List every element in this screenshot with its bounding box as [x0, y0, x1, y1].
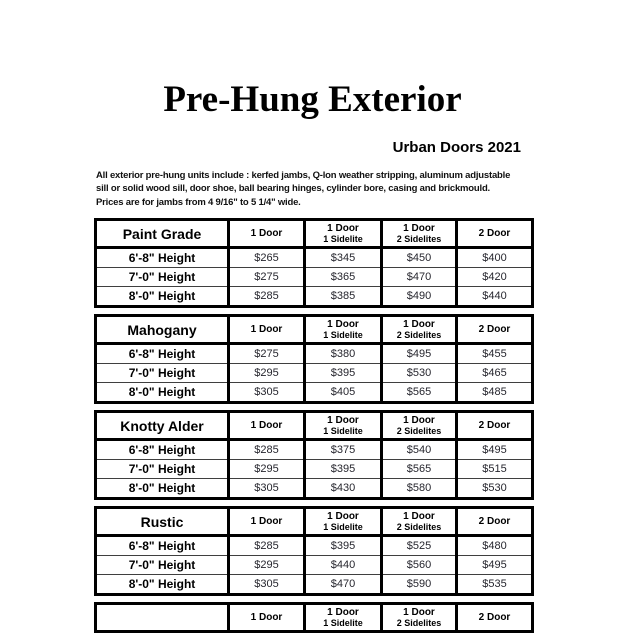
column-header-line2: 2 Sidelites [396, 426, 442, 436]
price-cell: $490 [382, 287, 457, 307]
height-label: 8'-0" Height [96, 383, 229, 403]
price-cell: $275 [229, 344, 305, 364]
column-header-line1: 2 Door [478, 612, 511, 623]
price-cell: $420 [457, 268, 533, 287]
price-cell: $395 [305, 536, 382, 556]
column-header [229, 508, 305, 536]
price-cell: $440 [305, 556, 382, 575]
table-row [96, 364, 533, 383]
column-header-line1: 2 Door [478, 516, 511, 527]
height-label: 6'-8" Height [96, 536, 229, 556]
column-header-line2: 2 Sidelites [396, 522, 442, 532]
price-cell: $400 [457, 248, 533, 268]
price-cell: $275 [229, 268, 305, 287]
price-cell: $565 [382, 383, 457, 403]
height-label: 8'-0" Height [96, 479, 229, 499]
product-name: Paint Grade [96, 220, 229, 248]
column-header [457, 220, 533, 248]
column-header-line1: 1 Door [250, 612, 283, 623]
height-label: 6'-8" Height [96, 248, 229, 268]
table-row [96, 536, 533, 556]
table-header-row [96, 220, 533, 248]
table-row [96, 575, 533, 595]
column-header-line1: 1 Door [403, 511, 435, 522]
height-label: 6'-8" Height [96, 440, 229, 460]
price-cell: $470 [305, 575, 382, 595]
column-header [229, 412, 305, 440]
column-header [382, 508, 457, 536]
price-cell: $455 [457, 344, 533, 364]
height-label: 7'-0" Height [96, 364, 229, 383]
column-header-line1: 1 Door [403, 223, 435, 234]
price-cell: $430 [305, 479, 382, 499]
column-header [229, 604, 305, 632]
price-table [94, 218, 534, 308]
column-header-line1: 1 Door [250, 324, 283, 335]
column-header-line2: 2 Sidelites [396, 330, 442, 340]
price-cell: $305 [229, 479, 305, 499]
height-label: 7'-0" Height [96, 556, 229, 575]
price-cell: $540 [382, 440, 457, 460]
product-name: Knotty Alder [96, 412, 229, 440]
height-label: 6'-8" Height [96, 344, 229, 364]
table-row [96, 440, 533, 460]
table-header-row [96, 412, 533, 440]
column-header-line1: 2 Door [478, 420, 511, 431]
column-header-line1: 1 Door [403, 415, 435, 426]
price-cell: $480 [457, 536, 533, 556]
column-header-line2: 1 Sidelite [323, 618, 363, 628]
price-cell: $285 [229, 440, 305, 460]
description-text [96, 169, 530, 209]
price-cell: $560 [382, 556, 457, 575]
description-line: Prices are for jambs from 4 9/16" to 5 1/4" wide. [96, 196, 301, 208]
price-table [94, 314, 534, 404]
price-cell: $345 [305, 248, 382, 268]
column-header-line1: 1 Door [327, 607, 359, 618]
column-header-line2: 2 Sidelites [396, 618, 442, 628]
price-cell: $440 [457, 287, 533, 307]
price-cell: $295 [229, 364, 305, 383]
column-header-line1: 2 Door [478, 228, 511, 239]
column-header [457, 316, 533, 344]
description-line: sill or solid wood sill, door shoe, ball bearing hinges, cylinder bore, casing and brickmould. [96, 183, 490, 195]
column-header [382, 604, 457, 632]
price-table [94, 506, 534, 596]
column-header-line2: 1 Sidelite [323, 426, 363, 436]
column-header [305, 412, 382, 440]
column-header-line2: 2 Sidelites [396, 234, 442, 244]
price-cell: $375 [305, 440, 382, 460]
column-header-line1: 2 Door [478, 324, 511, 335]
price-table [94, 602, 534, 633]
page-subtitle: Urban Doors 2021 [392, 139, 521, 156]
height-label: 7'-0" Height [96, 460, 229, 479]
price-cell: $285 [229, 536, 305, 556]
price-cell: $295 [229, 556, 305, 575]
price-cell: $305 [229, 575, 305, 595]
table-header-row [96, 508, 533, 536]
column-header-line1: 1 Door [327, 415, 359, 426]
column-header-line1: 1 Door [250, 516, 283, 527]
price-cell: $265 [229, 248, 305, 268]
price-cell: $395 [305, 364, 382, 383]
price-cell: $305 [229, 383, 305, 403]
price-cell: $495 [457, 440, 533, 460]
product-name: Rustic [96, 508, 229, 536]
price-cell: $495 [382, 344, 457, 364]
price-cell: $530 [382, 364, 457, 383]
column-header-line1: 1 Door [327, 223, 359, 234]
price-cell: $525 [382, 536, 457, 556]
price-cell: $450 [382, 248, 457, 268]
price-cell: $395 [305, 460, 382, 479]
column-header [382, 316, 457, 344]
height-label: 8'-0" Height [96, 287, 229, 307]
table-row [96, 268, 533, 287]
table-row [96, 556, 533, 575]
price-tables [94, 218, 531, 639]
description-line: All exterior pre-hung units include : kerfed jambs, Q-lon weather stripping, aluminum adjustable [96, 170, 511, 181]
product-name: Mahogany [96, 316, 229, 344]
column-header [305, 220, 382, 248]
table-header-row [96, 316, 533, 344]
column-header [457, 412, 533, 440]
price-cell: $530 [457, 479, 533, 499]
column-header [305, 604, 382, 632]
price-cell: $295 [229, 460, 305, 479]
table-header-row [96, 604, 533, 632]
column-header [382, 412, 457, 440]
price-cell: $580 [382, 479, 457, 499]
page-title: Pre-Hung Exterior [163, 79, 462, 120]
column-header [229, 316, 305, 344]
price-cell: $535 [457, 575, 533, 595]
column-header-line2: 1 Sidelite [323, 330, 363, 340]
column-header-line1: 1 Door [250, 420, 283, 431]
column-header [457, 604, 533, 632]
price-cell: $515 [457, 460, 533, 479]
column-header-line1: 1 Door [250, 228, 283, 239]
table-row [96, 479, 533, 499]
column-header [305, 508, 382, 536]
table-row [96, 344, 533, 364]
column-header-line2: 1 Sidelite [323, 234, 363, 244]
price-cell: $485 [457, 383, 533, 403]
height-label: 7'-0" Height [96, 268, 229, 287]
column-header-line1: 1 Door [403, 607, 435, 618]
price-cell: $565 [382, 460, 457, 479]
table-row [96, 383, 533, 403]
column-header-line1: 1 Door [327, 511, 359, 522]
price-cell: $470 [382, 268, 457, 287]
table-row [96, 248, 533, 268]
column-header-line2: 1 Sidelite [323, 522, 363, 532]
price-cell: $405 [305, 383, 382, 403]
price-cell: $365 [305, 268, 382, 287]
column-header [229, 220, 305, 248]
column-header-line1: 1 Door [403, 319, 435, 330]
product-name [96, 604, 229, 632]
table-row [96, 460, 533, 479]
price-cell: $380 [305, 344, 382, 364]
price-cell: $590 [382, 575, 457, 595]
price-cell: $495 [457, 556, 533, 575]
table-row [96, 287, 533, 307]
column-header [382, 220, 457, 248]
price-cell: $465 [457, 364, 533, 383]
column-header [457, 508, 533, 536]
price-cell: $385 [305, 287, 382, 307]
column-header-line1: 1 Door [327, 319, 359, 330]
height-label: 8'-0" Height [96, 575, 229, 595]
price-cell: $285 [229, 287, 305, 307]
column-header [305, 316, 382, 344]
price-table [94, 410, 534, 500]
